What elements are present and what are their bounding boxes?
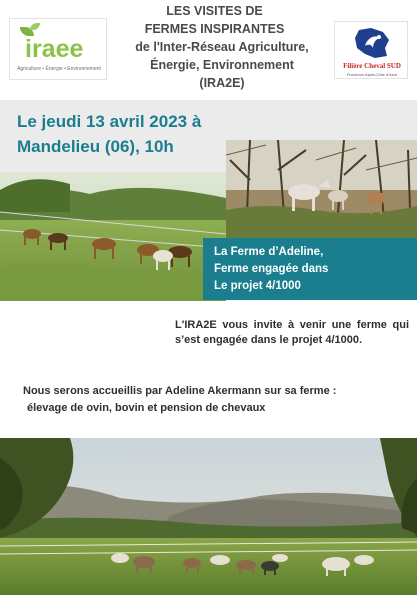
page-subtitle [112, 38, 332, 92]
callout-line-1: La Ferme d’Adeline, [214, 246, 324, 258]
title-line-1: LES VISITES DE [166, 4, 263, 18]
leaf-icon [30, 23, 40, 30]
page-title [112, 2, 317, 38]
title-line-2: FERMES INSPIRANTES [144, 22, 285, 36]
event-date-line-1: Le jeudi 13 avril 2023 à [17, 112, 202, 131]
filiere-cheval-logo [334, 21, 408, 79]
filiere-cheval-tagline: Provence-Alpes-Côte d'Azur [346, 72, 398, 77]
iraee-tagline: Agriculture • Énergie • Environnement [17, 66, 101, 72]
title-line-5: (IRA2E) [199, 76, 245, 90]
invite-text: L'IRA2E vous invite à venir une ferme qui s’est engagée dans le projet 4/1000. [175, 319, 409, 346]
title-line-3: de l'Inter-Réseau Agriculture, [135, 40, 309, 54]
sheep-grazing-landscape-photo [0, 438, 417, 595]
region-map-icon [353, 26, 391, 60]
horses-in-paddock-photo [0, 172, 226, 301]
callout-line-2: Ferme engagée dans [214, 263, 329, 275]
callout-line-3: Le projet 4/1000 [214, 280, 301, 292]
title-line-4: Énergie, Environnement [150, 58, 294, 72]
filiere-cheval-brand: Filière Cheval SUD [343, 62, 401, 70]
header [0, 0, 417, 100]
horses-under-trees-photo [226, 140, 417, 238]
iraee-logo [9, 18, 107, 80]
activity-text: élevage de ovin, bovin et pension de chevaux [27, 402, 266, 414]
iraee-wordmark: iraee [25, 35, 84, 63]
event-date [17, 109, 247, 159]
host-text: Nous serons accueillis par Adeline Akermann sur sa ferme : [23, 385, 337, 397]
farm-callout [203, 238, 417, 300]
event-date-line-2: Mandelieu (06), 10h [17, 137, 174, 156]
